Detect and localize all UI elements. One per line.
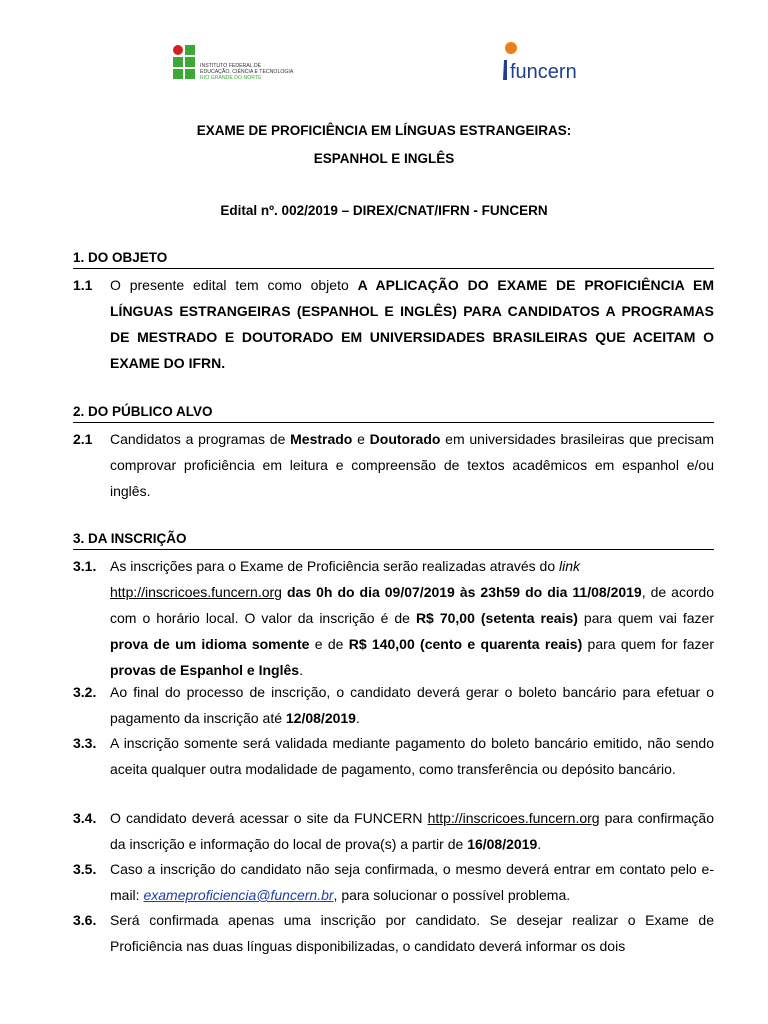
funcern-logo-name: funcern — [510, 61, 577, 83]
clause-number: 2.1 — [73, 431, 93, 447]
ifrn-logo — [172, 44, 294, 82]
clause-number: 3.1. — [73, 558, 97, 574]
clause-number: 1.1 — [73, 277, 93, 293]
inscricoes-link[interactable]: http://inscricoes.funcern.org — [110, 584, 282, 600]
section-heading-publico-alvo: 2. DO PÚBLICO ALVO — [73, 404, 714, 423]
section-heading-objeto: 1. DO OBJETO — [73, 250, 714, 269]
clause-1-1: 1.1 O presente edital tem como objeto A APLICAÇÃO DO EXAME DE PROFICIÊNCIA EM LÍNGUAS ESTRANGEIRAS (ESPANHOL E INGLÊS) PARA CANDIDATOS A PROGRAMAS DE MESTRADO E DOUTORADO EM UNIVERSIDADES BRASILEIRAS QUE ACEITAM O EXAME DO IFRN. — [73, 272, 714, 376]
clause-number: 3.2. — [73, 684, 97, 700]
section-heading-inscricao: 3. DA INSCRIÇÃO — [73, 531, 714, 550]
clause-number: 3.5. — [73, 861, 97, 877]
clause-number: 3.4. — [73, 810, 97, 826]
funcern-logo — [498, 40, 598, 84]
clause-3-6: 3.6. Será confirmada apenas uma inscrição por candidato. Se desejar realizar o Exame de Proficiência nas duas línguas disponibilizadas, o candidato deverá informar os dois — [73, 907, 714, 959]
ifrn-logo-line3: RIO GRANDE DO NORTE — [200, 75, 262, 81]
clause-number: 3.6. — [73, 912, 97, 928]
edital-number: Edital nº. 002/2019 – DIREX/CNAT/IFRN - FUNCERN — [220, 203, 548, 218]
clause-2-1: 2.1 Candidatos a programas de Mestrado e Doutorado em universidades brasileiras que precisam comprovar proficiência em leitura e compreensão de textos acadêmicos em espanhol e/ou inglês. — [73, 426, 714, 504]
clause-3-1: 3.1. As inscrições para o Exame de Proficiência serão realizadas através do link http://inscricoes.funcern.org das 0h do dia 09/07/2019 às 23h59 do dia 11/08/2019, de acordo com o horário local. O valor da inscrição é de R$ 70,00 (setenta reais) para quem vai fazer prova de um idioma somente e de R$ 140,00 (cento e quarenta reais) para quem for fazer provas de Espanhol e Inglês. — [73, 553, 714, 683]
clause-number: 3.3. — [73, 735, 97, 751]
contact-email-link[interactable]: exameproficiencia@funcern.br — [143, 887, 334, 903]
ifrn-logo-line2: EDUCAÇÃO, CIÊNCIA E TECNOLOGIA — [200, 69, 294, 75]
ifrn-logo-line1: INSTITUTO FEDERAL DE — [200, 63, 262, 69]
document-title-line1: EXAME DE PROFICIÊNCIA EM LÍNGUAS ESTRANGEIRAS: — [196, 123, 572, 138]
clause-3-4: 3.4. O candidato deverá acessar o site da FUNCERN http://inscricoes.funcern.org para confirmação da inscrição e informação do local de prova(s) a partir de 16/08/2019. — [73, 805, 714, 857]
clause-3-3: 3.3. A inscrição somente será validada mediante pagamento do boleto bancário emitido, não sendo aceita qualquer outra modalidade de pagamento, como transferência ou depósito bancário. — [73, 730, 714, 782]
clause-3-5: 3.5. Caso a inscrição do candidato não seja confirmada, o mesmo deverá entrar em contato pelo e-mail: exameproficiencia@funcern.br, para solucionar o possível problema. — [73, 856, 714, 908]
clause-3-2: 3.2. Ao final do processo de inscrição, o candidato deverá gerar o boleto bancário para efetuar o pagamento da inscrição até 12/08/2019. — [73, 679, 714, 731]
document-title-line2: ESPANHOL E INGLÊS — [313, 151, 455, 166]
inscricoes-link[interactable]: http://inscricoes.funcern.org — [427, 810, 600, 826]
